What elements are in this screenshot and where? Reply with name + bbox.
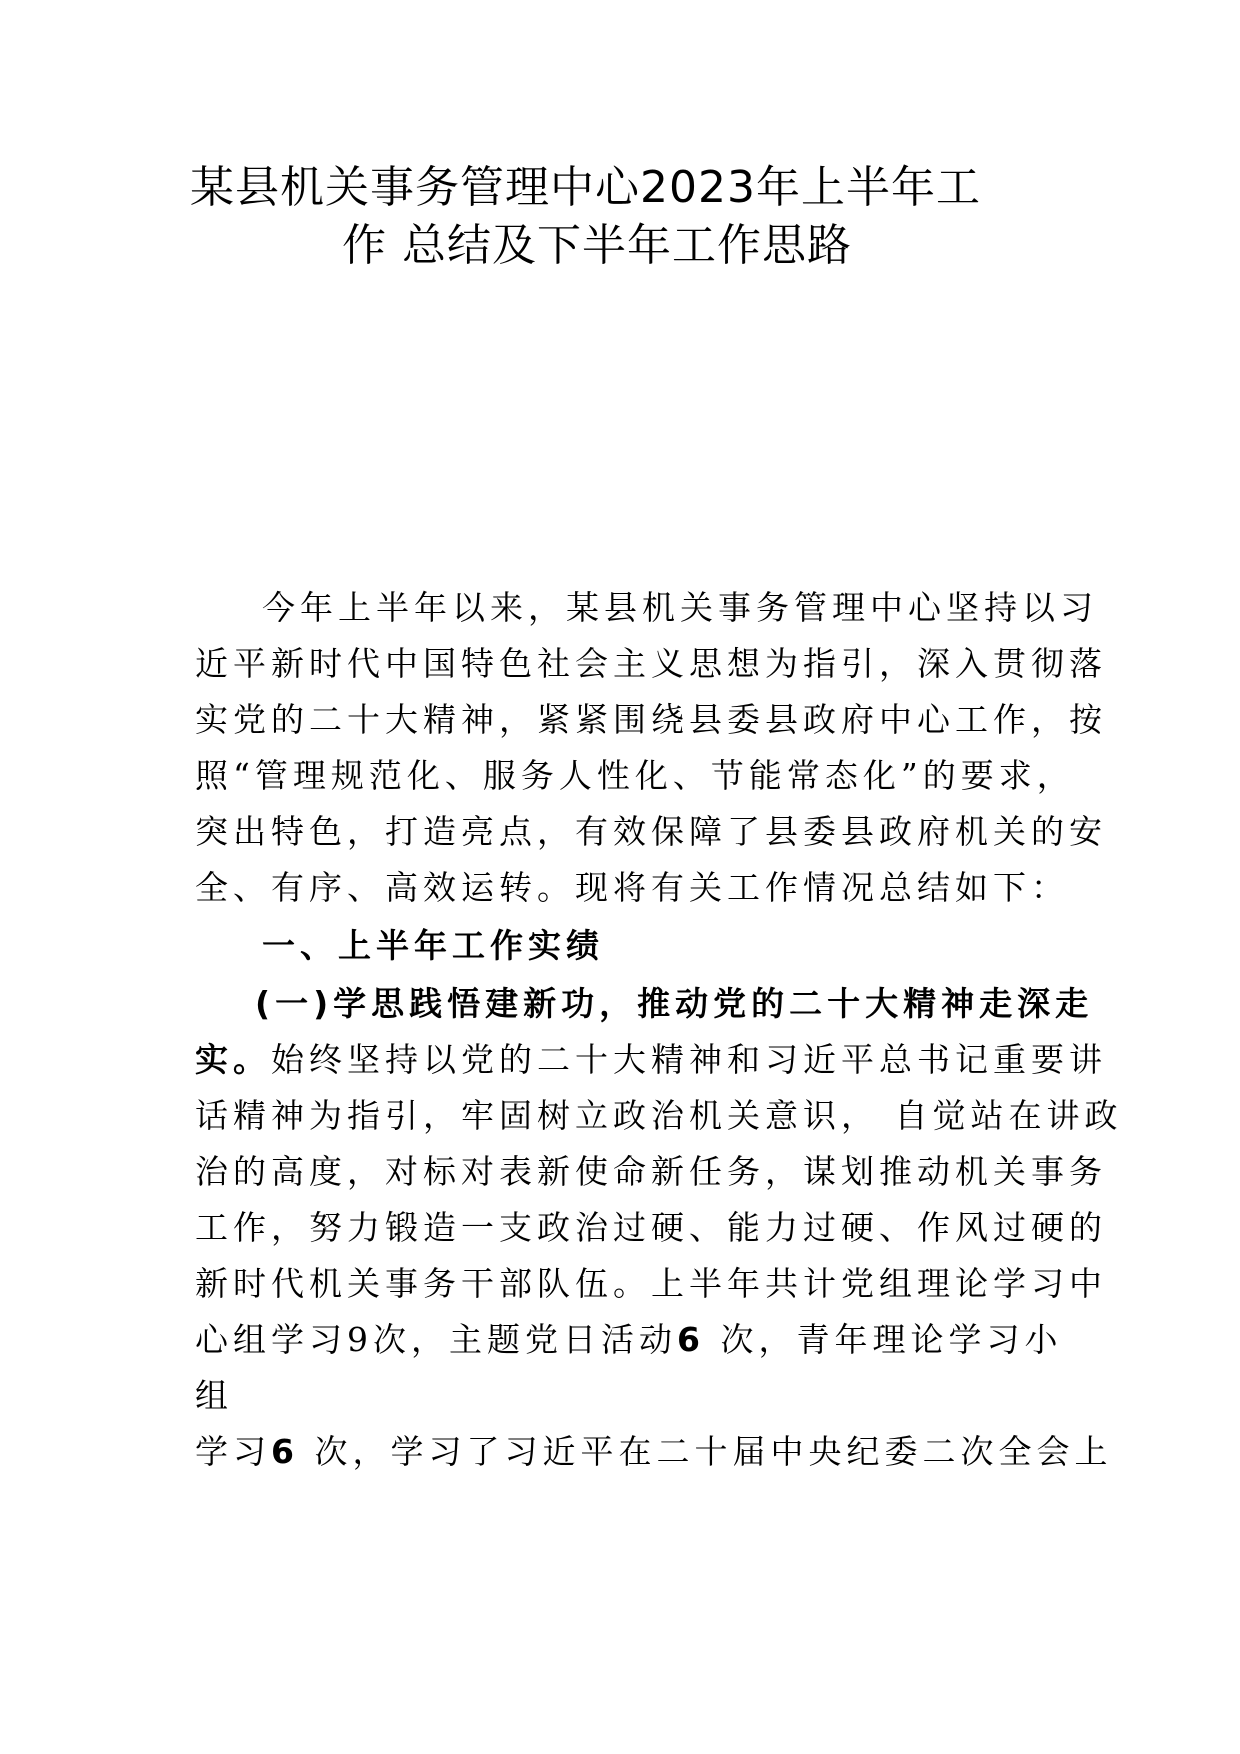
- body-paragraph-line: 治的高度，对标对表新使命新任务，谋划推动机关事务: [195, 1152, 1107, 1191]
- subsection-heading-end: 实。: [195, 1040, 271, 1079]
- body-text: 学习: [195, 1432, 271, 1471]
- intro-paragraph-line: 近平新时代中国特色社会主义思想为指引，深入贯彻落: [195, 644, 1107, 683]
- intro-paragraph-line: 今年上半年以来，某县机关事务管理中心坚持以习: [262, 588, 1098, 627]
- section-heading: 一、上半年工作实绩: [262, 926, 604, 965]
- body-paragraph-line: 工作，努力锻造一支政治过硬、能力过硬、作风过硬的: [195, 1208, 1107, 1247]
- document-title-line-2: 作 总结及下半年工作思路: [342, 220, 852, 271]
- intro-paragraph-line: 照“管理规范化、服务人性化、节能常态化”的要求，: [195, 756, 1075, 795]
- body-text: 始终坚持以党的二十大精神和习近平总书记重要讲: [271, 1040, 1107, 1079]
- body-paragraph-line: [195, 1430, 1112, 1474]
- body-paragraph-line: 新时代机关事务干部队伍。上半年共计党组理论学习中: [195, 1264, 1107, 1303]
- body-paragraph-line: [195, 1038, 1107, 1082]
- body-paragraph-line: 组: [195, 1376, 233, 1415]
- intro-paragraph-line: 突出特色，打造亮点，有效保障了县委县政府机关的安: [195, 812, 1107, 851]
- body-paragraph-line: [195, 1318, 1062, 1362]
- intro-paragraph-line: 实党的二十大精神，紧紧围绕县委县政府中心工作，按: [195, 700, 1107, 739]
- count-number: 6: [271, 1432, 299, 1471]
- intro-paragraph-line: 全、有序、高效运转。现将有关工作情况总结如下：: [195, 868, 1069, 907]
- subsection-heading: (一)学思践悟建新功，推动党的二十大精神走深走: [255, 984, 1094, 1023]
- body-text: 心组学习9次，主题党日活动: [195, 1320, 677, 1359]
- body-text: 次，青年理论学习小: [704, 1320, 1063, 1359]
- body-text: 次，学习了习近平在二十届中央纪委二次全会上: [298, 1432, 1113, 1471]
- document-title-line-1: 某县机关事务管理中心2023年上半年工: [190, 162, 981, 213]
- body-paragraph-line: 话精神为指引，牢固树立政治机关意识， 自觉站在讲政: [195, 1096, 1123, 1135]
- count-number: 6: [677, 1320, 705, 1359]
